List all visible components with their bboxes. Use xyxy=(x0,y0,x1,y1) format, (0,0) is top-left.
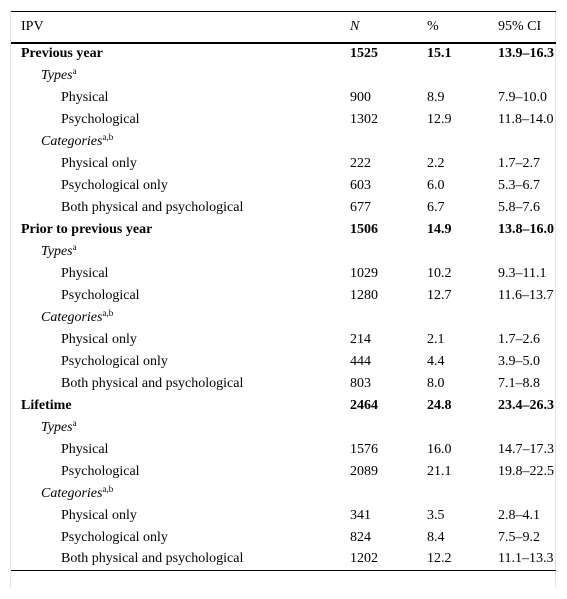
ci-cell: 1.7–2.6 xyxy=(498,331,540,347)
item-label: Physical only xyxy=(61,507,137,523)
count-cell xyxy=(350,241,427,263)
count-cell: 2089 xyxy=(350,463,378,479)
count-cell xyxy=(350,483,427,505)
item-label-cell xyxy=(11,351,350,373)
item-label-cell xyxy=(11,153,350,175)
header-ci: 95% CI xyxy=(498,12,556,43)
count-cell: 1506 xyxy=(350,221,378,237)
ci-cell xyxy=(498,131,556,153)
item-label: Physical xyxy=(61,441,109,457)
group-label-cell xyxy=(11,483,350,505)
percent-cell: 2.1 xyxy=(427,331,445,347)
item-label-cell xyxy=(11,505,350,527)
percent-cell: 12.2 xyxy=(427,549,498,571)
count-cell xyxy=(350,417,427,439)
item-label: Psychological only xyxy=(61,529,168,545)
count-cell: 803 xyxy=(350,375,371,391)
ci-cell: 7.9–10.0 xyxy=(498,89,547,105)
group-label: Categories xyxy=(41,133,103,149)
count-cell xyxy=(350,131,427,153)
group-label-cell xyxy=(11,417,350,439)
percent-cell: 8.0 xyxy=(427,375,445,391)
group-label: Categories xyxy=(41,485,103,501)
table-row-group xyxy=(11,417,556,439)
ci-cell xyxy=(498,307,556,329)
ci-cell: 14.7–17.3 xyxy=(498,441,554,457)
ci-cell: 3.9–5.0 xyxy=(498,353,540,369)
ci-cell: 7.5–9.2 xyxy=(498,529,540,545)
footnote-marker: a,b xyxy=(102,131,114,142)
percent-cell: 3.5 xyxy=(427,507,445,523)
section-label-cell xyxy=(11,43,350,65)
item-label: Psychological xyxy=(61,463,140,479)
item-label-cell xyxy=(11,109,350,131)
percent-cell: 14.9 xyxy=(427,221,452,237)
item-label-cell xyxy=(11,373,350,395)
table-row-section xyxy=(11,395,556,417)
table-row-item xyxy=(11,87,556,109)
header-percent: % xyxy=(427,12,498,43)
group-label: Categories xyxy=(41,309,103,325)
item-label-cell xyxy=(11,461,350,483)
ci-cell xyxy=(498,65,556,87)
footnote-marker: a xyxy=(72,65,77,76)
item-label: Physical xyxy=(61,89,109,105)
percent-cell: 12.9 xyxy=(427,111,452,127)
table-row-item xyxy=(11,153,556,175)
table-header xyxy=(11,12,556,43)
table-row-group xyxy=(11,307,556,329)
count-cell: 900 xyxy=(350,89,371,105)
percent-cell xyxy=(427,483,498,505)
group-label: Types xyxy=(41,419,73,435)
count-cell xyxy=(350,65,427,87)
item-label: Psychological only xyxy=(61,177,168,193)
item-label-cell xyxy=(11,549,350,571)
table-row-item xyxy=(11,197,556,219)
count-cell: 1525 xyxy=(350,46,378,61)
table-row-section xyxy=(11,219,556,241)
table-row-item xyxy=(11,527,556,549)
percent-cell: 2.2 xyxy=(427,155,445,171)
ci-cell xyxy=(498,241,556,263)
table-row-item xyxy=(11,285,556,307)
count-cell: 1302 xyxy=(350,111,378,127)
item-label-cell xyxy=(11,329,350,351)
percent-cell: 8.4 xyxy=(427,529,445,545)
table-row-item xyxy=(11,351,556,373)
header-n: N xyxy=(350,12,427,43)
item-label-cell xyxy=(11,263,350,285)
item-label-cell xyxy=(11,87,350,109)
item-label: Psychological only xyxy=(61,353,168,369)
percent-cell: 16.0 xyxy=(427,441,452,457)
percent-cell xyxy=(427,241,498,263)
item-label-cell xyxy=(11,439,350,461)
group-label: Types xyxy=(41,67,73,83)
ci-cell: 2.8–4.1 xyxy=(498,507,540,523)
footnote-marker: a,b xyxy=(102,307,114,318)
table-row-section xyxy=(11,43,556,65)
ci-cell: 11.1–13.3 xyxy=(498,549,556,571)
percent-cell: 8.9 xyxy=(427,89,445,105)
section-label-cell xyxy=(11,395,350,417)
ci-cell: 13.9–16.3 xyxy=(498,46,554,61)
item-label-cell xyxy=(11,285,350,307)
group-label-cell xyxy=(11,65,350,87)
ci-cell: 11.8–14.0 xyxy=(498,111,554,127)
table-row-item xyxy=(11,263,556,285)
count-cell: 222 xyxy=(350,155,371,171)
ci-cell: 5.3–6.7 xyxy=(498,177,540,193)
footnote-marker: a xyxy=(72,241,77,252)
item-label-cell xyxy=(11,527,350,549)
ci-cell: 1.7–2.7 xyxy=(498,155,540,171)
item-label-cell xyxy=(11,197,350,219)
footnote-marker: a,b xyxy=(102,483,114,494)
item-label: Physical only xyxy=(61,155,137,171)
ipv-table xyxy=(11,11,556,571)
ci-cell xyxy=(498,483,556,505)
table-row-group xyxy=(11,483,556,505)
footnote-marker: a xyxy=(72,417,77,428)
section-label: Prior to previous year xyxy=(21,221,153,237)
table-row-group xyxy=(11,65,556,87)
table-row-item xyxy=(11,175,556,197)
item-label: Both physical and psychological xyxy=(61,551,244,567)
count-cell: 1202 xyxy=(350,549,427,571)
table-row-item xyxy=(11,329,556,351)
table-row-item xyxy=(11,505,556,527)
item-label: Psychological xyxy=(61,287,140,303)
group-label-cell xyxy=(11,131,350,153)
section-label: Lifetime xyxy=(21,397,72,413)
percent-cell xyxy=(427,131,498,153)
table-row-group xyxy=(11,131,556,153)
item-label: Both physical and psychological xyxy=(61,199,244,215)
percent-cell: 10.2 xyxy=(427,265,452,281)
table-row-item xyxy=(11,439,556,461)
header-row xyxy=(11,12,556,43)
count-cell: 2464 xyxy=(350,397,378,413)
ci-cell: 13.8–16.0 xyxy=(498,221,554,237)
group-label-cell xyxy=(11,307,350,329)
item-label: Both physical and psychological xyxy=(61,375,244,391)
group-label-cell xyxy=(11,241,350,263)
group-label: Types xyxy=(41,243,73,259)
percent-cell: 4.4 xyxy=(427,353,445,369)
count-cell: 1029 xyxy=(350,265,378,281)
ci-cell: 19.8–22.5 xyxy=(498,463,554,479)
percent-cell: 21.1 xyxy=(427,463,452,479)
ci-cell: 23.4–26.3 xyxy=(498,397,554,413)
count-cell xyxy=(350,307,427,329)
ci-cell: 11.6–13.7 xyxy=(498,287,554,303)
count-cell: 603 xyxy=(350,177,371,193)
percent-cell xyxy=(427,307,498,329)
count-cell: 214 xyxy=(350,331,371,347)
item-label: Physical only xyxy=(61,331,137,347)
count-cell: 341 xyxy=(350,507,371,523)
percent-cell: 15.1 xyxy=(427,46,452,61)
percent-cell xyxy=(427,417,498,439)
count-cell: 444 xyxy=(350,353,371,369)
table-row-item xyxy=(11,461,556,483)
item-label-cell xyxy=(11,175,350,197)
percent-cell: 6.0 xyxy=(427,177,445,193)
table-row-item xyxy=(11,109,556,131)
table-body xyxy=(11,43,556,571)
item-label: Physical xyxy=(61,265,109,281)
header-ipv: IPV xyxy=(11,12,350,43)
count-cell: 677 xyxy=(350,199,371,215)
percent-cell xyxy=(427,65,498,87)
table-row-item xyxy=(11,373,556,395)
table-row-group xyxy=(11,241,556,263)
count-cell: 1280 xyxy=(350,287,378,303)
section-label: Previous year xyxy=(21,46,103,61)
percent-cell: 24.8 xyxy=(427,397,452,413)
ci-cell: 5.8–7.6 xyxy=(498,199,540,215)
ci-cell xyxy=(498,417,556,439)
percent-cell: 12.7 xyxy=(427,287,452,303)
table-row-item xyxy=(11,549,556,571)
count-cell: 1576 xyxy=(350,441,378,457)
count-cell: 824 xyxy=(350,529,371,545)
percent-cell: 6.7 xyxy=(427,199,445,215)
section-label-cell xyxy=(11,219,350,241)
ci-cell: 7.1–8.8 xyxy=(498,375,540,391)
item-label: Psychological xyxy=(61,111,140,127)
ci-cell: 9.3–11.1 xyxy=(498,265,547,281)
